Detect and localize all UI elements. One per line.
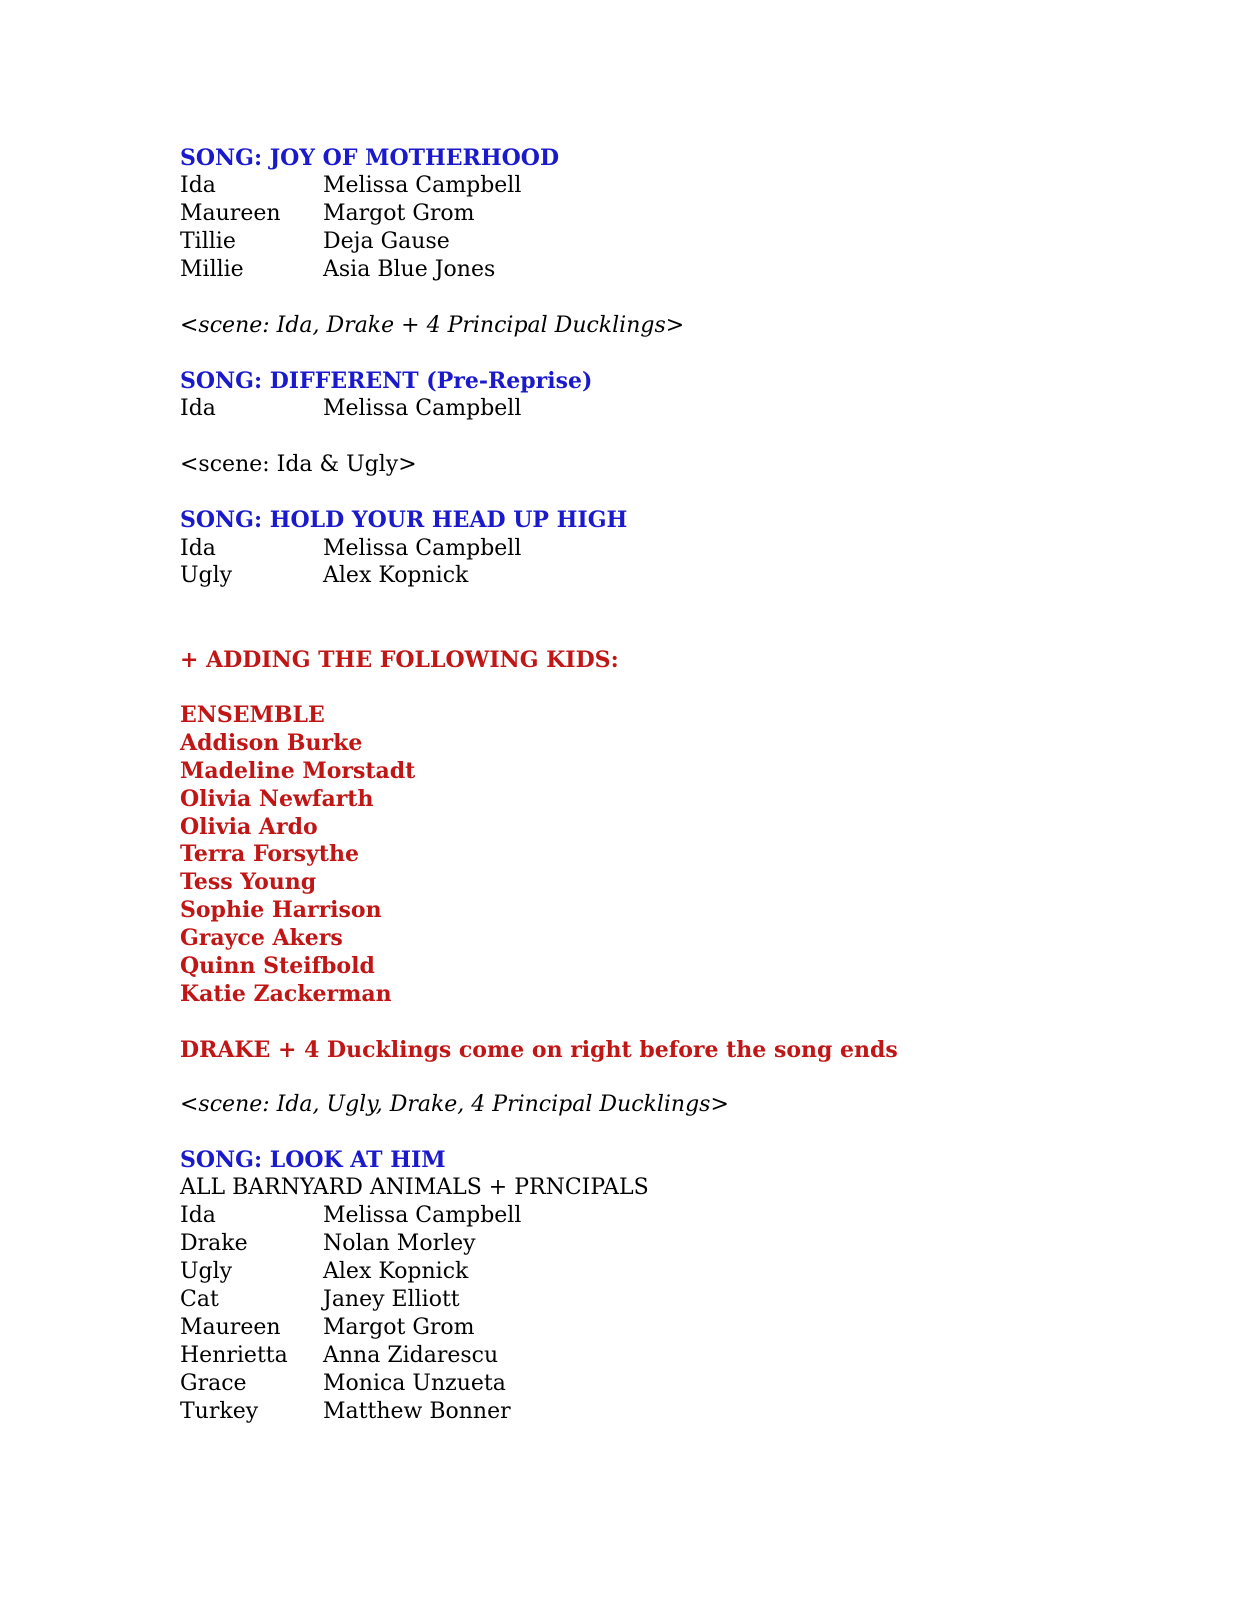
cast-row (180, 535, 521, 563)
actor-name: Monica Unzueta (323, 1371, 506, 1396)
role-name: Maureen (180, 1315, 281, 1340)
song-heading-hold-your-head-up-high: SONG: HOLD YOUR HEAD UP HIGH (180, 507, 628, 533)
role-name: Ida (180, 536, 216, 561)
drake-ducklings-note: DRAKE + 4 Ducklings come on right before the song ends (180, 1037, 898, 1063)
role-name: Ida (180, 1203, 216, 1228)
ensemble-member: Olivia Ardo (180, 814, 318, 840)
actor-name: Margot Grom (323, 1315, 475, 1340)
actor-name: Matthew Bonner (323, 1399, 511, 1424)
cast-row (180, 172, 521, 200)
ensemble-member: Grayce Akers (180, 925, 343, 951)
actor-name: Deja Gause (323, 229, 450, 254)
adding-kids-heading: + ADDING THE FOLLOWING KIDS: (180, 647, 619, 673)
actor-name: Janey Elliott (323, 1287, 460, 1312)
cast-row (180, 395, 521, 423)
ensemble-member: Terra Forsythe (180, 841, 359, 867)
cast-row (180, 1258, 468, 1286)
ensemble-member: Olivia Newfarth (180, 786, 374, 812)
ensemble-member: Quinn Steifbold (180, 953, 375, 979)
actor-name: Asia Blue Jones (323, 257, 496, 282)
role-name: Henrietta (180, 1343, 288, 1368)
actor-name: Melissa Campbell (323, 173, 522, 198)
cast-row (180, 1230, 476, 1258)
actor-name: Alex Kopnick (323, 563, 469, 588)
actor-name: Nolan Morley (323, 1231, 476, 1256)
ensemble-member: Tess Young (180, 869, 317, 895)
actor-name: Melissa Campbell (323, 536, 522, 561)
scene-direction: <scene: Ida & Ugly> (180, 452, 417, 477)
cast-row (180, 1342, 498, 1370)
role-name: Tillie (180, 229, 236, 254)
cast-row (180, 1370, 506, 1398)
ensemble-heading: ENSEMBLE (180, 702, 325, 728)
cast-row (180, 1286, 460, 1314)
song-subtitle: ALL BARNYARD ANIMALS + PRNCIPALS (180, 1175, 649, 1200)
role-name: Cat (180, 1287, 219, 1312)
role-name: Turkey (180, 1399, 259, 1424)
ensemble-member: Sophie Harrison (180, 897, 382, 923)
song-heading-different: SONG: DIFFERENT (Pre-Reprise) (180, 368, 593, 394)
role-name: Ida (180, 173, 216, 198)
cast-row (180, 1202, 521, 1230)
cast-row (180, 1314, 475, 1342)
cast-row (180, 256, 495, 284)
actor-name: Melissa Campbell (323, 396, 522, 421)
actor-name: Alex Kopnick (323, 1259, 469, 1284)
actor-name: Melissa Campbell (323, 1203, 522, 1228)
scene-direction: <scene: Ida, Ugly, Drake, 4 Principal Ducklings> (180, 1092, 729, 1117)
cast-row (180, 1398, 511, 1426)
song-heading-look-at-him: SONG: LOOK AT HIM (180, 1147, 446, 1173)
actor-name: Margot Grom (323, 201, 475, 226)
role-name: Maureen (180, 201, 281, 226)
actor-name: Anna Zidarescu (323, 1343, 499, 1368)
scene-direction: <scene: Ida, Drake + 4 Principal Ducklings> (180, 313, 685, 338)
ensemble-member: Katie Zackerman (180, 981, 392, 1007)
cast-row (180, 228, 450, 256)
song-heading-joy-of-motherhood: SONG: JOY OF MOTHERHOOD (180, 145, 560, 171)
role-name: Ugly (180, 563, 233, 588)
role-name: Drake (180, 1231, 248, 1256)
ensemble-member: Addison Burke (180, 730, 363, 756)
ensemble-member: Madeline Morstadt (180, 758, 416, 784)
cast-row (180, 200, 475, 228)
role-name: Millie (180, 257, 244, 282)
cast-row (180, 562, 468, 590)
role-name: Ugly (180, 1259, 233, 1284)
role-name: Ida (180, 396, 216, 421)
role-name: Grace (180, 1371, 247, 1396)
